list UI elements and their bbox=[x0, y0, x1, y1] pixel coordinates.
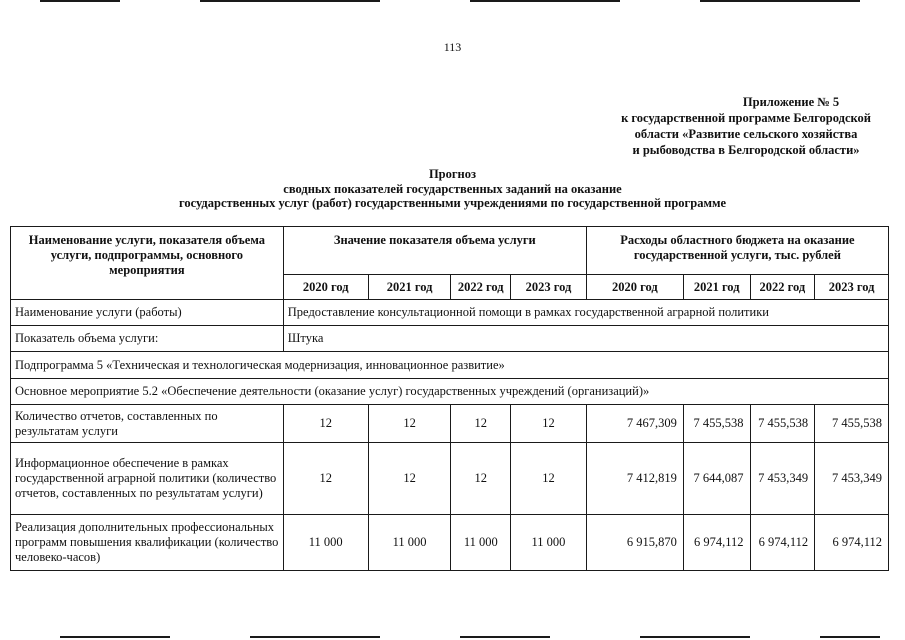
volume-year-2023: 2023 год bbox=[511, 275, 587, 300]
cost-cell: 6 974,112 bbox=[683, 515, 750, 571]
subprogram-row bbox=[11, 352, 889, 379]
bottom-edge-rule bbox=[820, 636, 880, 638]
volume-year-2021: 2021 год bbox=[368, 275, 451, 300]
appendix-line-1: Приложение № 5 bbox=[742, 95, 840, 109]
cost-cell: 7 467,309 bbox=[586, 405, 683, 443]
table-row bbox=[11, 443, 889, 515]
appendix-line-3: области «Развитие сельского хозяйства bbox=[634, 127, 858, 141]
costs-year-2020: 2020 год bbox=[586, 275, 683, 300]
volume-year-2022: 2022 год bbox=[451, 275, 511, 300]
cost-cell: 7 453,349 bbox=[750, 443, 815, 515]
volume-cell: 12 bbox=[451, 405, 511, 443]
bottom-edge-rule bbox=[640, 636, 750, 638]
service-name-row bbox=[11, 300, 889, 326]
row-label: Информационное обеспечение в рамках государственной аграрной политики (количество отчетов, составленных по результатам услуги) bbox=[11, 443, 284, 515]
volume-cell: 12 bbox=[451, 443, 511, 515]
appendix-block bbox=[621, 94, 871, 158]
volume-cell: 12 bbox=[283, 405, 368, 443]
top-edge-rule bbox=[40, 0, 120, 2]
volume-cell: 11 000 bbox=[451, 515, 511, 571]
cost-cell: 6 915,870 bbox=[586, 515, 683, 571]
row-label: Реализация дополнительных профессиональных программ повышения квалификации (количество человеко-часов) bbox=[11, 515, 284, 571]
service-name-value: Предоставление консультационной помощи в рамках государственной аграрной политики bbox=[283, 300, 888, 326]
bottom-edge-rule bbox=[460, 636, 550, 638]
cost-cell: 6 974,112 bbox=[815, 515, 889, 571]
header-volume-cell: Значение показателя объема услуги bbox=[283, 227, 586, 275]
volume-year-2020: 2020 год bbox=[283, 275, 368, 300]
volume-cell: 12 bbox=[511, 405, 587, 443]
table-row bbox=[11, 515, 889, 571]
forecast-subtitle-1: сводных показателей государственных заданий на оказание bbox=[283, 181, 622, 196]
page-number: 113 bbox=[443, 40, 462, 54]
main-activity-row bbox=[11, 379, 889, 405]
top-edge-rule bbox=[470, 0, 620, 2]
volume-cell: 12 bbox=[368, 443, 451, 515]
cost-cell: 7 412,819 bbox=[586, 443, 683, 515]
costs-year-2023: 2023 год bbox=[815, 275, 889, 300]
appendix-line-4: и рыбоводства в Белгородской области» bbox=[632, 143, 860, 157]
cost-cell: 7 644,087 bbox=[683, 443, 750, 515]
top-edge-rule bbox=[700, 0, 860, 2]
subprogram-text: Подпрограмма 5 «Техническая и технологическая модернизация, инновационное развитие» bbox=[11, 352, 889, 379]
row-label: Количество отчетов, составленных по результатам услуги bbox=[11, 405, 284, 443]
indicator-value: Штука bbox=[283, 326, 888, 352]
volume-cell: 12 bbox=[511, 443, 587, 515]
costs-year-2021: 2021 год bbox=[683, 275, 750, 300]
bottom-edge-rule bbox=[60, 636, 170, 638]
cost-cell: 6 974,112 bbox=[750, 515, 815, 571]
forecast-heading bbox=[0, 167, 905, 211]
main-activity-text: Основное мероприятие 5.2 «Обеспечение деятельности (оказание услуг) государственных учреждений (организаций)» bbox=[11, 379, 889, 405]
indicator-row bbox=[11, 326, 889, 352]
bottom-edge-rule bbox=[250, 636, 380, 638]
forecast-subtitle-2: государственных услуг (работ) государственными учреждениями по государственной программе bbox=[178, 196, 727, 210]
volume-cell: 12 bbox=[283, 443, 368, 515]
indicator-label: Показатель объема услуги: bbox=[11, 326, 284, 352]
forecast-table bbox=[10, 226, 889, 571]
cost-cell: 7 455,538 bbox=[683, 405, 750, 443]
service-name-label: Наименование услуги (работы) bbox=[11, 300, 284, 326]
forecast-title: Прогноз bbox=[428, 167, 477, 181]
volume-cell: 11 000 bbox=[283, 515, 368, 571]
top-edge-rule bbox=[200, 0, 380, 2]
cost-cell: 7 453,349 bbox=[815, 443, 889, 515]
table-row bbox=[11, 405, 889, 443]
cost-cell: 7 455,538 bbox=[815, 405, 889, 443]
volume-cell: 11 000 bbox=[511, 515, 587, 571]
table-header-row bbox=[11, 227, 889, 275]
volume-cell: 11 000 bbox=[368, 515, 451, 571]
appendix-line-2: к государственной программе Белгородской bbox=[621, 111, 871, 125]
header-costs-cell: Расходы областного бюджета на оказание государственной услуги, тыс. рублей bbox=[586, 227, 888, 275]
cost-cell: 7 455,538 bbox=[750, 405, 815, 443]
costs-year-2022: 2022 год bbox=[750, 275, 815, 300]
volume-cell: 12 bbox=[368, 405, 451, 443]
header-name-cell: Наименование услуги, показателя объема услуги, подпрограммы, основного мероприятия bbox=[11, 227, 284, 300]
